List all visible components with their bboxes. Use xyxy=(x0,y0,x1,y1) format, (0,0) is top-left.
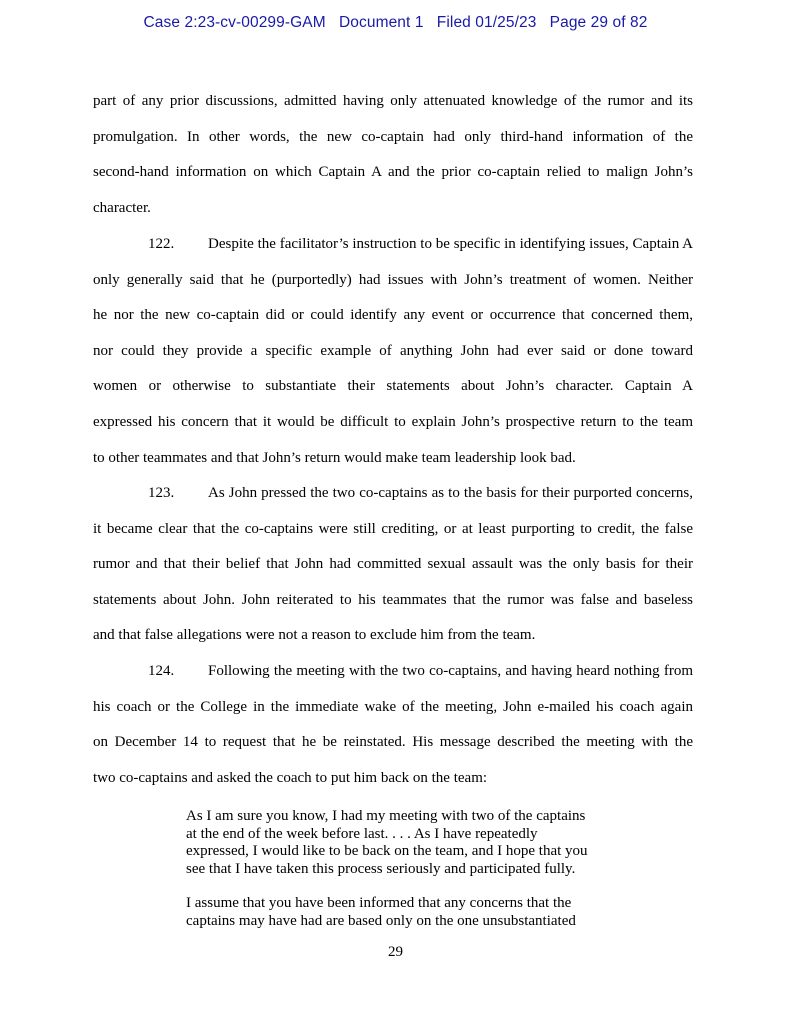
document-number: Document 1 xyxy=(338,14,424,31)
quote-line: captains may have had are based only on the one unsubstantiated xyxy=(186,912,576,929)
text-line: promulgation. In other words, the new co-captain had only third-hand information of the xyxy=(93,128,693,145)
paragraph-number: 122. xyxy=(148,236,175,252)
text-line: part of any prior discussions, admitted having only attenuated knowledge of the rumor and its xyxy=(93,93,693,109)
paragraph-first-line xyxy=(93,654,693,690)
page-number: 29 xyxy=(388,944,403,960)
paragraph-123 xyxy=(93,476,693,654)
paragraph-122 xyxy=(93,227,693,476)
quote-line: I assume that you have been informed that any concerns that the xyxy=(186,895,572,911)
text-line: to other teammates and that John’s return would make team leadership look bad. xyxy=(93,449,576,466)
quote-line: at the end of the week before last. . . . As I have repeatedly xyxy=(186,825,538,842)
text-line: character. xyxy=(93,199,151,216)
text-line: on December 14 to request that he be reinstated. His message described the meeting with the xyxy=(93,734,693,751)
paragraph-124 xyxy=(93,654,693,796)
text-line: it became clear that the co-captains were still crediting, or at least purporting to credit, the false xyxy=(93,520,693,537)
case-number: Case 2:23-cv-00299-GAM xyxy=(143,14,326,31)
block-quote-2 xyxy=(186,895,606,930)
text-line: women or otherwise to substantiate their statements about John’s character. Captain A xyxy=(93,378,693,395)
block-quote-1 xyxy=(186,808,606,878)
text-line: As John pressed the two co-captains as to the basis for their purported concerns, xyxy=(208,485,693,501)
quote-line: see that I have taken this process seriously and participated fully. xyxy=(186,860,576,877)
text-line: expressed his concern that it would be difficult to explain John’s prospective return to the team xyxy=(93,413,693,430)
quote-line: As I am sure you know, I had my meeting with two of the captains xyxy=(186,808,586,824)
text-line: Following the meeting with the two co-captains, and having heard nothing from xyxy=(208,663,693,679)
paragraph-continued xyxy=(93,84,693,226)
text-line: rumor and that their belief that John had committed sexual assault was the only basis for their xyxy=(93,556,693,573)
case-header xyxy=(0,14,791,32)
page-indicator: Page 29 of 82 xyxy=(549,14,648,31)
paragraph-first-line xyxy=(93,476,693,512)
text-line: statements about John. John reiterated to his teammates that the rumor was false and baseless xyxy=(93,591,693,608)
text-line: he nor the new co-captain did or could identify any event or occurrence that concerned them, xyxy=(93,307,693,324)
paragraph-number: 123. xyxy=(148,485,175,501)
text-line: second-hand information on which Captain A and the prior co-captain relied to malign John’s xyxy=(93,164,693,181)
text-line: only generally said that he (purportedly) had issues with John’s treatment of women. Neither xyxy=(93,271,693,288)
text-line: his coach or the College in the immediate wake of the meeting, John e-mailed his coach again xyxy=(93,698,693,715)
paragraph-number: 124. xyxy=(148,663,175,679)
text-line: two co-captains and asked the coach to put him back on the team: xyxy=(93,769,488,786)
filed-date: Filed 01/25/23 xyxy=(436,14,537,31)
text-line: Despite the facilitator’s instruction to be specific in identifying issues, Captain A xyxy=(208,236,693,252)
paragraph-first-line xyxy=(93,227,693,263)
text-line: nor could they provide a specific example of anything John had ever said or done toward xyxy=(93,342,693,359)
text-line: and that false allegations were not a reason to exclude him from the team. xyxy=(93,627,536,644)
quote-line: expressed, I would like to be back on the team, and I hope that you xyxy=(186,843,588,859)
